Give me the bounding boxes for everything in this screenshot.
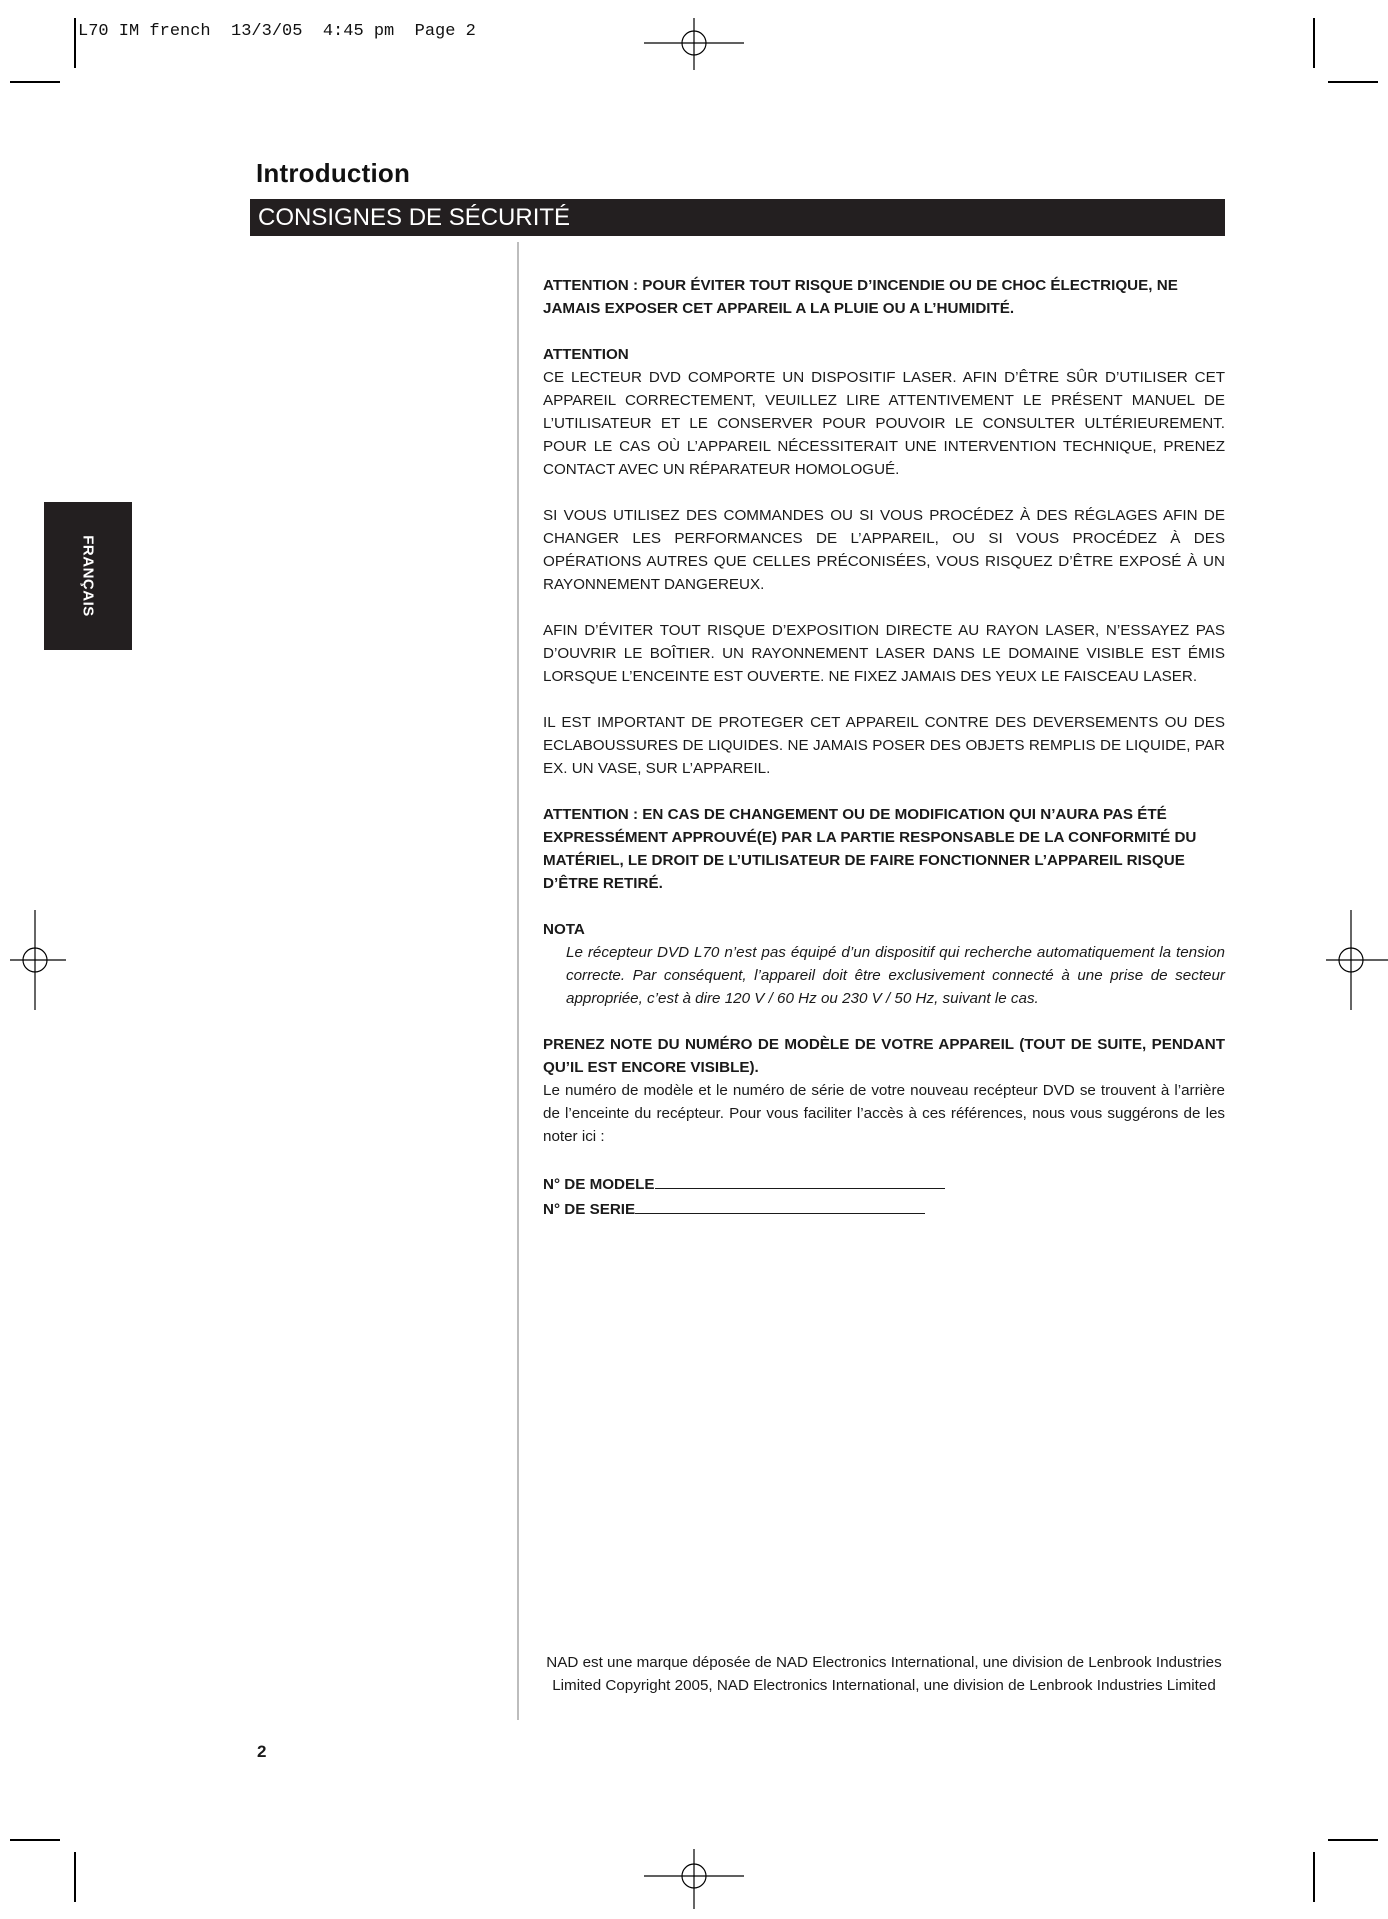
- page-number: 2: [257, 1742, 267, 1761]
- crop-mark: [74, 18, 76, 68]
- registration-mark-icon: [644, 0, 744, 100]
- model-block: [543, 1033, 1225, 1148]
- section-band: CONSIGNES DE SÉCURITÉ: [250, 199, 1225, 236]
- model-number-label: N° DE MODELE: [543, 1176, 655, 1193]
- crop-mark: [10, 1839, 60, 1841]
- registration-mark-icon: [1298, 910, 1388, 1010]
- serial-number-label: N° DE SERIE: [543, 1201, 636, 1218]
- registration-mark-icon: [0, 910, 100, 1010]
- model-number-line: [655, 1171, 945, 1189]
- attention-block: [543, 343, 1225, 481]
- print-slug: L70 IM french 13/3/05 4:45 pm Page 2: [78, 22, 476, 41]
- warning-fire: ATTENTION : POUR ÉVITER TOUT RISQUE D’INCENDIE OU DE CHOC ÉLECTRIQUE, NE JAMAIS EXPOSER CET APPAREIL A LA PLUIE OU A L’HUMIDITÉ.: [543, 277, 1178, 317]
- crop-mark: [74, 1852, 76, 1902]
- language-tab: [44, 502, 132, 650]
- liquids-paragraph: IL EST IMPORTANT DE PROTEGER CET APPAREIL CONTRE DES DEVERSEMENTS OU DES ECLABOUSSURES DE LIQUIDES. NE JAMAIS POSER DES OBJETS REMPLIS DE LIQUIDE, PAR EX. UN VASE, SUR L’APPAREIL.: [543, 714, 1225, 777]
- model-number-field: [543, 1171, 1225, 1196]
- trademark-note: NAD est une marque déposée de NAD Electronics International, une division de Lenbrook Industries Limited Copyright 2005, NAD Electronics International, une division de Lenbrook Industries Limited: [546, 1654, 1222, 1694]
- attention-heading: ATTENTION: [543, 346, 629, 363]
- nota-block: [543, 918, 1225, 941]
- crop-mark: [10, 81, 60, 83]
- column-divider: [517, 242, 519, 1720]
- serial-number-field: [543, 1196, 1225, 1221]
- crop-mark: [1328, 1839, 1378, 1841]
- crop-mark: [1313, 1852, 1315, 1902]
- crop-mark: [1328, 81, 1378, 83]
- language-tab-label: FRANÇAIS: [79, 535, 97, 617]
- registration-mark-icon: [644, 1819, 744, 1919]
- record-fields: [543, 1171, 1225, 1221]
- crop-mark: [1313, 18, 1315, 68]
- warning-modification: ATTENTION : EN CAS DE CHANGEMENT OU DE MODIFICATION QUI N’AURA PAS ÉTÉ EXPRESSÉMENT APPROUVÉ(E) PAR LA PARTIE RESPONSABLE DE LA CONFORMITÉ DU MATÉRIEL, LE DROIT DE L’UTILISATEUR DE FAIRE FONCTIONNER L’APPAREIL RISQUE D’ÊTRE RETIRÉ.: [543, 806, 1197, 892]
- model-heading: PRENEZ NOTE DU NUMÉRO DE MODÈLE DE VOTRE APPAREIL (TOUT DE SUITE, PENDANT QU’IL EST ENCORE VISIBLE).: [543, 1036, 1225, 1076]
- serial-number-line: [635, 1196, 925, 1214]
- laser-paragraph: AFIN D’ÉVITER TOUT RISQUE D’EXPOSITION DIRECTE AU RAYON LASER, N’ESSAYEZ PAS D’OUVRIR LE BOÎTIER. UN RAYONNEMENT LASER DANS LE DOMAINE VISIBLE EST ÉMIS LORSQUE L’ENCEINTE EST OUVERTE. NE FIXEZ JAMAIS DES YEUX LE FAISCEAU LASER.: [543, 622, 1225, 685]
- model-body: Le numéro de modèle et le numéro de série de votre nouveau recépteur DVD se trouvent à l’arrière de l’enceinte du recépteur. Pour vous faciliter l’accès à ces références, nous vous suggérons de les noter ici :: [543, 1082, 1225, 1145]
- section-title: Introduction: [256, 158, 411, 188]
- attention-body: CE LECTEUR DVD COMPORTE UN DISPOSITIF LASER. AFIN D’ÊTRE SÛR D’UTILISER CET APPAREIL CORRECTEMENT, VEUILLEZ LIRE ATTENTIVEMENT LE PRÉSENT MANUEL DE L’UTILISATEUR ET LE CONSERVER POUR POUVOIR LE CONSULTER ULTÉRIEUREMENT. POUR LE CAS OÙ L’APPAREIL NÉCESSITERAIT UNE INTERVENTION TECHNIQUE, PRENEZ CONTACT AVEC UN RÉPARATEUR HOMOLOGUÉ.: [543, 369, 1225, 478]
- safety-content: [543, 274, 1225, 1221]
- commands-paragraph: SI VOUS UTILISEZ DES COMMANDES OU SI VOUS PROCÉDEZ À DES RÉGLAGES AFIN DE CHANGER LES PERFORMANCES DE L’APPAREIL, OU SI VOUS PROCÉDEZ À DES OPÉRATIONS AUTRES QUE CELLES PRÉCONISÉES, VOUS RISQUEZ D’ÊTRE EXPOSÉ À UN RAYONNEMENT DANGEREUX.: [543, 507, 1225, 593]
- nota-heading: NOTA: [543, 921, 585, 938]
- nota-body: Le récepteur DVD L70 n’est pas équipé d’un dispositif qui recherche automatiquement la tension correcte. Par conséquent, l’appareil doit être exclusivement connecté à une prise de secteur appropriée, c’est à dire 120 V / 60 Hz ou 230 V / 50 Hz, suivant le cas.: [566, 944, 1225, 1007]
